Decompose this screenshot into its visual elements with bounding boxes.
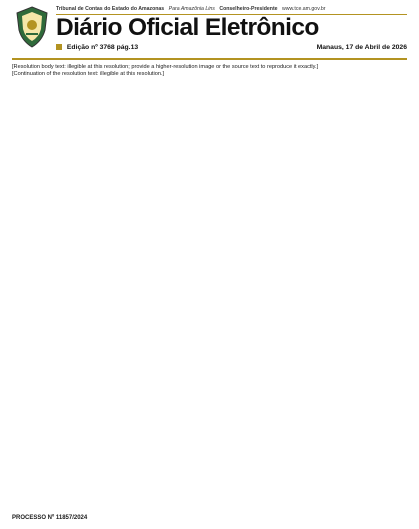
court-counselor: Conselheiro-Presidente bbox=[219, 6, 278, 12]
edition-number: Edição nº 3768 pág.13 bbox=[66, 44, 139, 51]
coat-of-arms-icon bbox=[14, 6, 50, 48]
court-slogan: Para Amazônia Lins bbox=[168, 6, 215, 12]
body-paragraph: [Continuation of the resolution text: illegible at this resolution.] bbox=[12, 71, 165, 78]
court-line bbox=[56, 6, 407, 12]
body-paragraph: [Resolution body text: illegible at this resolution; provide a higher-resolution image or the source text to reproduce it exactly.] bbox=[12, 64, 319, 70]
page-title: Diário Oficial Eletrônico bbox=[56, 14, 319, 41]
edition-row bbox=[56, 44, 407, 54]
edition-marker-icon bbox=[56, 44, 62, 50]
document-body bbox=[12, 64, 407, 79]
court-url[interactable]: www.tce.am.gov.br bbox=[282, 6, 326, 12]
masthead bbox=[12, 6, 407, 64]
masthead-rule bbox=[12, 58, 407, 60]
court-name: Tribunal de Contas do Estado do Amazonas bbox=[56, 6, 165, 12]
process-number: PROCESSO Nº 11857/2024 bbox=[12, 515, 88, 521]
edition-date: Manaus, 17 de Abril de 2026 bbox=[316, 44, 407, 51]
